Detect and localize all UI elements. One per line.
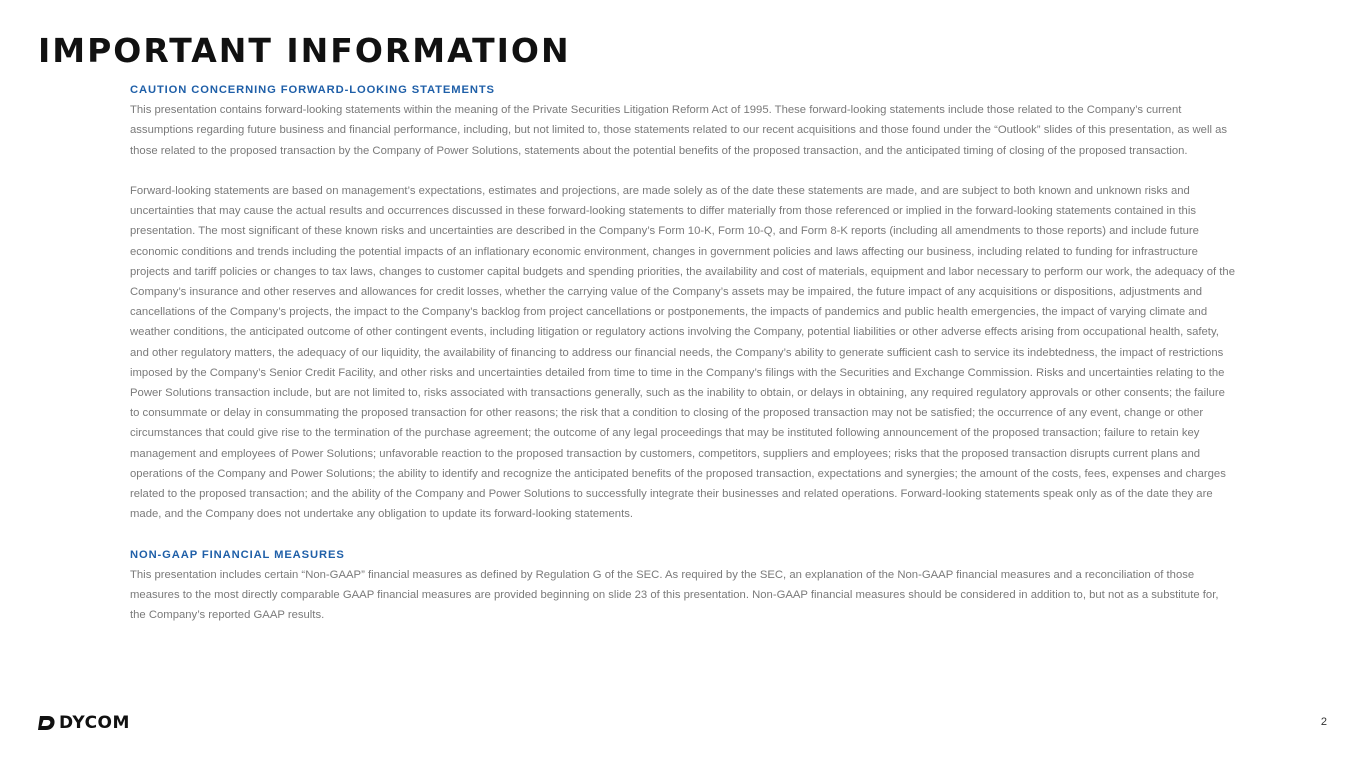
- dycom-logo-icon: [36, 713, 56, 733]
- disclaimer-content: [130, 80, 1236, 646]
- page-number: 2: [1320, 716, 1327, 728]
- forward-looking-paragraph-1: This presentation contains forward-looking statements within the meaning of the Private Securities Litigation Reform Act of 1995. These forward-looking statements include those related to the Company’s current assumptions regarding future business and financial performance, including, but not limited to, those statements related to our recent acquisitions and those found under the “Outlook” slides of this presentation, as well as those related to the proposed transaction by the Company of Power Solutions, statements about the potential benefits of the proposed transaction, and the anticipated timing of closing of the proposed transaction.: [130, 104, 1228, 157]
- company-logo: [36, 712, 130, 734]
- forward-looking-paragraph-2: Forward-looking statements are based on management’s expectations, estimates and projections, are made solely as of the date these statements are made, and are subject to both known and unknown risks and uncertainties that may cause the actual results and occurrences discussed in these forward-looking statements to differ materially from those referenced or implied in the forward-looking statements contained in this presentation. The most significant of these known risks and uncertainties are described in the Company’s Form 10-K, Form 10-Q, and Form 8-K reports (including all amendments to those reports) and include future economic conditions and trends including the potential impacts of an inflationary economic environment, changes in government policies and laws affecting our business, including related to funding for infrastructure projects and tariff policies or changes to tax laws, changes to customer capital budgets and spending priorities, the availability and cost of materials, equipment and labor necessary to perform our work, the adequacy of the Company’s insurance and other reserves and allowances for credit losses, whether the carrying value of the Company’s assets may be impaired, the future impact of any acquisitions or dispositions, adjustments and cancellations of the Company’s projects, the impact to the Company’s backlog from project cancellations or postponements, the impacts of pandemics and public health emergencies, the impact of varying climate and weather conditions, the anticipated outcome of other contingent events, including litigation or regulatory actions involving the Company, potential liabilities or other adverse effects arising from occupational health, safety, and other regulatory matters, the adequacy of our liquidity, the availability of financing to address our financial needs, the Company’s ability to generate sufficient cash to service its indebtedness, the impact of restrictions imposed by the Company’s Senior Credit Facility, and other risks and uncertainties detailed from time to time in the Company’s filings with the Securities and Exchange Commission. Risks and uncertainties relating to the Power Solutions transaction include, but are not limited to, risks associated with transactions generally, such as the inability to obtain, or delays in obtaining, any required regulatory approvals or other consents; the failure to consummate or delay in consummating the proposed transaction for other reasons; the risk that a condition to closing of the proposed transaction may not be satisfied; the occurrence of any event, change or other circumstances that could give rise to the termination of the purchase agreement; the outcome of any legal proceedings that may be instituted following announcement of the proposed transaction; failure to retain key management and employees of Power Solutions; unfavorable reaction to the proposed transaction by customers, competitors, suppliers and employees; risks that the proposed transaction disrupts current plans and operations of the Company and Power Solutions; the ability to identify and recognize the anticipated benefits of the proposed transaction, expectations and synergies; the amount of the costs, fees, expenses and charges related to the proposed transaction; and the ability of the Company and Power Solutions to successfully integrate their businesses and related operations. Forward-looking statements speak only as of the date they are made, and the Company does not undertake any obligation to update its forward-looking statements.: [130, 185, 1235, 521]
- non-gaap-paragraph-1: This presentation includes certain “Non-GAAP” financial measures as defined by Regulation G of the SEC. As required by the SEC, an explanation of the Non-GAAP financial measures and a reconciliation of those measures to the most directly comparable GAAP financial measures are provided beginning on slide 23 of this presentation. Non-GAAP financial measures should be considered in addition to, but not as a substitute for, the Company’s reported GAAP results.: [130, 568, 1219, 622]
- forward-looking-heading: CAUTION CONCERNING FORWARD-LOOKING STATEMENTS: [130, 84, 495, 96]
- non-gaap-heading: NON-GAAP FINANCIAL MEASURES: [130, 548, 345, 561]
- logo-wordmark: DYCOM: [59, 713, 130, 733]
- page-title: IMPORTANT INFORMATION: [38, 31, 571, 70]
